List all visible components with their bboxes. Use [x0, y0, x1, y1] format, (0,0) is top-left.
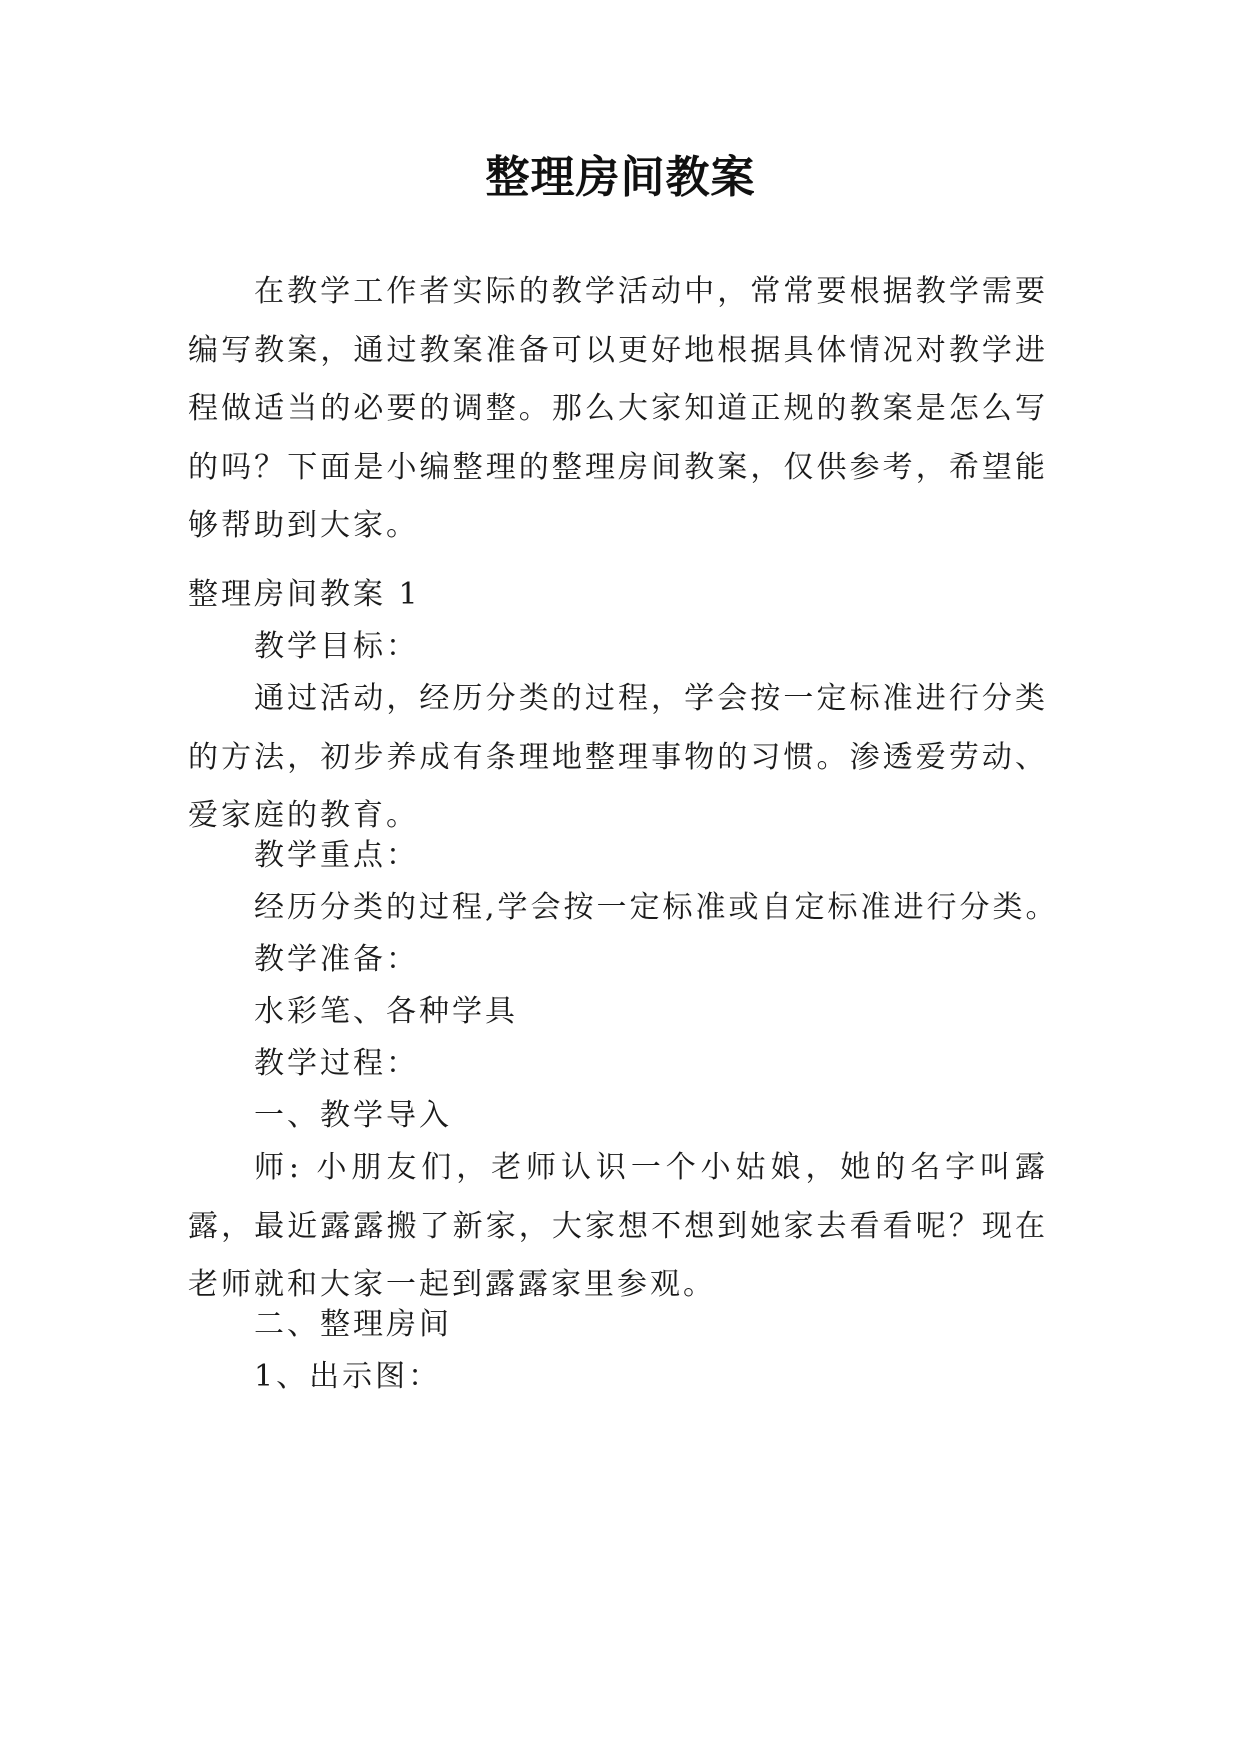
section-heading: 整理房间教案 1 — [188, 577, 421, 612]
step1-paragraph: 师: 小朋友们，老师认识一个小姑娘，她的名字叫露露，最近露露搬了新家，大家想不想到她家去看看呢？现在老师就和大家一起到露露家里参观。 — [188, 1150, 1048, 1302]
intro-paragraph: 在教学工作者实际的教学活动中，常常要根据教学需要编写教案，通过教案准备可以更好地根据具体情况对教学进程做适当的必要的调整。那么大家知道正规的教案是怎么写的吗？下面是小编整理的整理房间教案，仅供参考，希望能够帮助到大家。 — [188, 274, 1048, 543]
key-label: 教学重点： — [254, 838, 419, 873]
prep-text: 水彩笔、各种学具 — [254, 994, 518, 1029]
goal-paragraph: 通过活动，经历分类的过程，学会按一定标准进行分类的方法，初步养成有条理地整理事物的习惯。渗透爱劳动、爱家庭的教育。 — [188, 681, 1048, 833]
step2-item1: 1、出示图： — [254, 1359, 442, 1394]
document-title: 整理房间教案 — [485, 152, 756, 203]
prep-label: 教学准备： — [254, 942, 419, 977]
goal-label: 教学目标： — [254, 629, 419, 664]
key-text: 经历分类的过程,学会按一定标准或自定标准进行分类。 — [254, 890, 1059, 925]
step1-heading: 一、教学导入 — [254, 1098, 452, 1133]
step2-heading: 二、整理房间 — [254, 1307, 452, 1342]
process-label: 教学过程： — [254, 1046, 419, 1081]
